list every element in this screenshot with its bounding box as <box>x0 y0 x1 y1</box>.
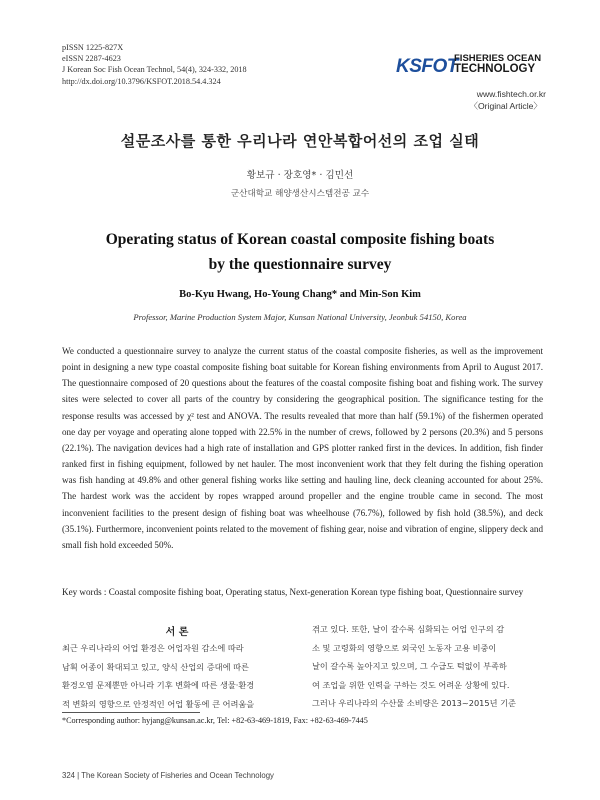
footnote-divider <box>62 712 200 713</box>
title-english <box>0 227 600 277</box>
intro-line: 날이 갈수록 높아지고 있으며, 그 수급도 턱없이 부족하 <box>312 661 507 672</box>
keywords: Key words : Coastal composite fishing boat, Operating status, Next-generation Korean type fishing boat, Questionnaire survey <box>62 587 524 597</box>
section-heading-introduction: 서 론 <box>165 627 189 638</box>
corresponding-author-footnote: *Corresponding author: hyjang@kunsan.ac.kr, Tel: +82-63-469-1819, Fax: +82-63-469-7445 <box>62 716 368 725</box>
authors-english: Bo-Kyu Hwang, Ho-Young Chang* and Min-Son Kim <box>179 289 421 300</box>
intro-line: 그러나 우리나라의 수산물 소비량은 2013~2015년 기준 <box>312 698 516 709</box>
pissn: pISSN 1225-827X <box>62 43 124 52</box>
doi-link[interactable]: http://dx.doi.org/10.3796/KSFOT.2018.54.4.324 <box>62 76 221 86</box>
title-korean: 설문조사를 통한 우리나라 연안복합어선의 조업 실태 <box>120 132 480 150</box>
eissn: eISSN 2287-4623 <box>62 54 121 64</box>
journal-name <box>454 54 541 74</box>
affiliation-korean: 군산대학교 해양생산시스템전공 교수 <box>230 189 370 199</box>
abstract: We conducted a questionnaire survey to analyze the current status of the coastal composite fisheries, as well as the improvement point in designing a new type coastal composite fishing boat suitable for Korean fishing environments from April to August 2017. The questionnaire composed of 20 questions about the features of the coastal composite fishing boat and fishing work. The survey sites were selected to cover all parts of the country by considering the geographical position. The significance testing for the response results was accessed by χ² test and ANOVA. The results revealed that more than half (59.1%) of the fishermen operated one day per voyage and operating alone topped with 22.5% in the number of crews, followed by 2 persons (20.3%) and 5 persons (22.1%). The navigation devices had a high rate of installation and GPS plotter ranked first in the devices. In addition, fish finder ranked first in fishing equipment, followed by net hauler. The most inconvenient work that they felt during the fishing operation was fish handing at 49.8% and other general fishing works like setting and hauling line, deck cleaning accounted for about 25%. The hardest work was the accident by ropes wrapped around propeller and the engine trouble came in second. The most inconvenient facilities to the present design of fishing boat was wheelhouse (76.7%), followed by fish hold (38.5%), and deck (35.1%). Furthermore, inconvenient points related to the movement of fishing gear, noise and vibration of engine, slippery deck and small fish hold exceeded 50%. <box>62 346 543 550</box>
title-english-line2: by the questionnaire survey <box>208 256 392 273</box>
journal-name-line1: FISHERIES OCEAN <box>454 53 542 64</box>
intro-line: 남획 어종이 확대되고 있고, 양식 산업의 증대에 따른 <box>62 661 249 672</box>
title-english-line1: Operating status of Korean coastal composite fishing boats <box>105 231 495 248</box>
page-footer: 324 | The Korean Society of Fisheries and Ocean Technology <box>62 771 274 780</box>
intro-line: 최근 우리나라의 어업 환경은 어업자원 감소에 따라 <box>62 643 244 653</box>
affiliation-english: Professor, Marine Production System Major, Kunsan National University, Jeonbuk 54150, Korea <box>133 312 467 322</box>
journal-name-line2: TECHNOLOGY <box>454 63 536 75</box>
journal-website[interactable]: www.fishtech.or.kr <box>476 89 546 99</box>
intro-line: 겪고 있다. 또한, 날이 갈수록 심화되는 어업 인구의 감 <box>312 624 505 634</box>
intro-left-column <box>62 639 294 713</box>
authors-korean: 황보규 · 장호영* · 김민선 <box>246 170 354 181</box>
citation: J Korean Soc Fish Ocean Technol, 54(4), 324-332, 2018 <box>62 65 247 75</box>
article-type: 〈Original Article〉 <box>469 101 542 111</box>
intro-line: 적 변화의 영향으로 안정적인 어업 활동에 큰 어려움을 <box>62 698 255 709</box>
journal-metadata <box>62 42 247 87</box>
intro-line: 환경오염 문제뿐만 아니라 기후 변화에 따른 생물·환경 <box>62 680 255 691</box>
ksfot-logo-mark: KSFOT <box>396 56 458 77</box>
intro-line: 여 조업을 위한 인력을 구하는 것도 어려운 상황에 있다. <box>312 679 510 690</box>
journal-logo <box>396 50 546 90</box>
intro-line: 소 및 고령화의 영향으로 외국인 노동자 고용 비중이 <box>312 642 497 653</box>
intro-right-column <box>312 620 547 713</box>
